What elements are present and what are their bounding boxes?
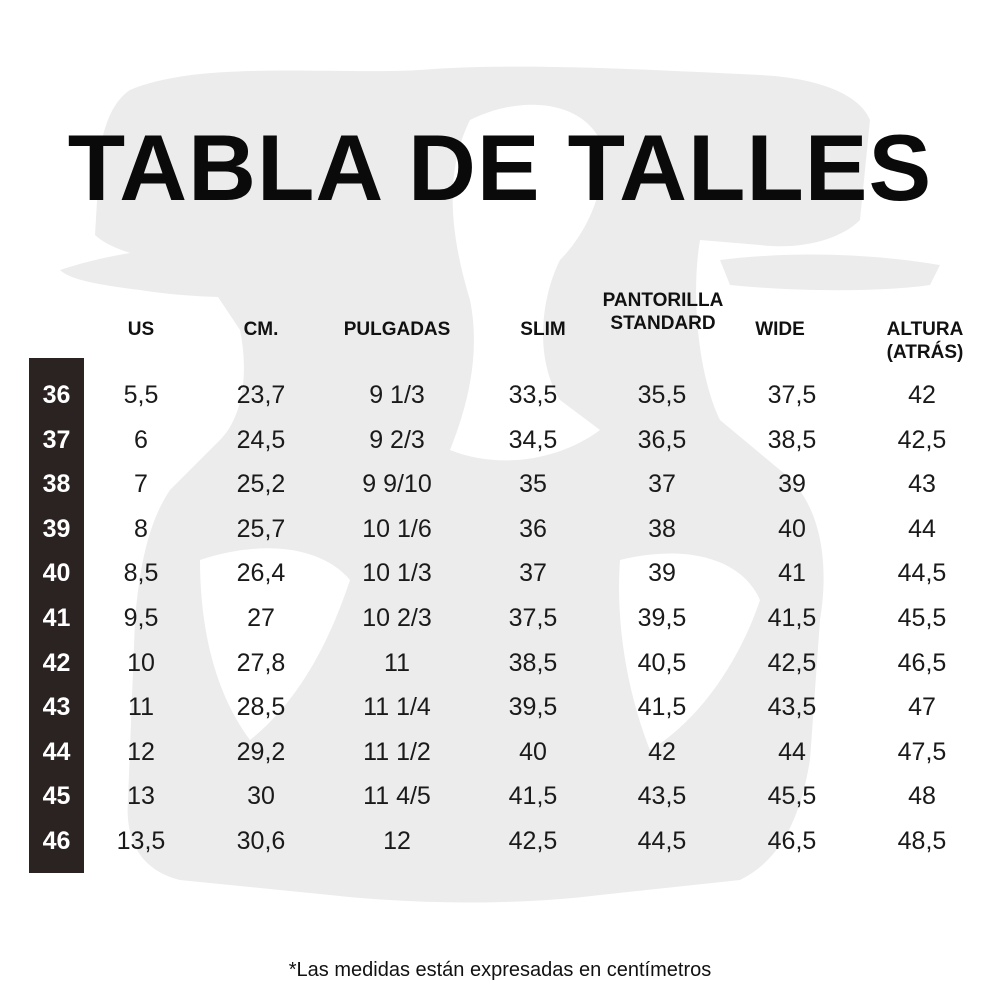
table-cell-altura: 48,5 xyxy=(897,827,947,855)
table-cell-altura: 42,5 xyxy=(897,425,947,454)
table-cell-slim: 36 xyxy=(519,514,547,543)
table-cell-slim: 35 xyxy=(519,470,547,499)
table-cell-us: 8 xyxy=(134,514,148,543)
table-cell-wide: 41 xyxy=(778,559,806,588)
table-cell-standard: 36,5 xyxy=(637,425,687,454)
table-cell-altura: 47 xyxy=(908,693,936,722)
table-cell-altura: 43 xyxy=(908,470,936,499)
table-cell-cm: 27 xyxy=(247,604,275,632)
table-cell-altura: 42 xyxy=(908,381,936,409)
table-cell-altura: 44,5 xyxy=(897,559,947,588)
size-label: 37 xyxy=(42,425,71,454)
size-label: 46 xyxy=(42,827,71,855)
table-cell-wide: 43,5 xyxy=(767,693,817,722)
table-cell-wide: 37,5 xyxy=(767,381,817,409)
table-cell-standard: 44,5 xyxy=(637,827,687,855)
page-title: TABLA DE TALLES xyxy=(67,115,933,220)
table-cell-slim: 39,5 xyxy=(508,693,558,722)
column-header-pulgadas xyxy=(317,318,477,341)
size-label: 44 xyxy=(42,737,71,766)
table-cell-us: 6 xyxy=(134,425,148,454)
table-cell-us: 5,5 xyxy=(123,381,159,409)
table-cell-slim: 38,5 xyxy=(508,648,558,677)
table-cell-pulgadas: 10 1/6 xyxy=(362,514,432,543)
table-cell-us: 13 xyxy=(127,782,155,811)
table-cell-slim: 40 xyxy=(519,737,547,766)
table-cell-pulgadas: 11 1/4 xyxy=(363,693,431,722)
table-cell-wide: 46,5 xyxy=(767,827,817,855)
table-cell-us: 13,5 xyxy=(116,827,166,855)
column-header-label: US xyxy=(127,319,155,340)
table-cell-wide: 39 xyxy=(778,470,806,499)
table-cell-us: 9,5 xyxy=(123,604,159,632)
table-cell-wide: 41,5 xyxy=(767,604,817,632)
table-cell-cm: 30,6 xyxy=(236,827,286,855)
table-cell-altura: 48 xyxy=(908,782,936,811)
table-cell-slim: 37 xyxy=(519,559,547,588)
table-cell-altura: 45,5 xyxy=(897,604,947,632)
table-cell-standard: 42 xyxy=(648,737,676,766)
table-cell-standard: 35,5 xyxy=(637,381,687,409)
size-label: 45 xyxy=(42,782,71,811)
size-label: 39 xyxy=(42,514,71,543)
table-cell-standard: 37 xyxy=(648,470,676,499)
footnote: *Las medidas están expresadas en centímetros xyxy=(288,959,712,981)
table-cell-pulgadas: 11 4/5 xyxy=(363,782,431,811)
column-header-label: ALTURA xyxy=(886,319,964,340)
column-header-label: STANDARD xyxy=(610,313,716,334)
size-label: 38 xyxy=(42,470,71,499)
table-cell-pulgadas: 9 2/3 xyxy=(369,425,425,454)
table-cell-cm: 28,5 xyxy=(236,693,286,722)
table-cell-cm: 27,8 xyxy=(236,648,286,677)
table-cell-pulgadas: 12 xyxy=(383,827,411,855)
table-cell-slim: 41,5 xyxy=(508,782,558,811)
table-cell-wide: 44 xyxy=(778,737,806,766)
column-header-label: WIDE xyxy=(755,319,805,340)
table-cell-altura: 46,5 xyxy=(897,648,947,677)
table-cell-pulgadas: 11 xyxy=(384,648,410,677)
table-cell-us: 8,5 xyxy=(123,559,159,588)
size-label: 40 xyxy=(42,559,71,588)
size-label: 36 xyxy=(42,381,71,409)
table-cell-wide: 40 xyxy=(778,514,806,543)
table-cell-pulgadas: 10 1/3 xyxy=(362,559,432,588)
table-cell-cm: 29,2 xyxy=(236,737,286,766)
table-cell-standard: 43,5 xyxy=(637,782,687,811)
table-cell-standard: 39 xyxy=(648,559,676,588)
table-cell-standard: 39,5 xyxy=(637,604,687,632)
table-cell-pulgadas: 11 1/2 xyxy=(363,737,431,766)
table-cell-standard: 38 xyxy=(648,514,676,543)
table-cell-altura: 47,5 xyxy=(897,737,947,766)
table-cell-wide: 42,5 xyxy=(767,648,817,677)
table-cell-altura: 44 xyxy=(908,514,936,543)
column-header-label: PULGADAS xyxy=(343,319,451,340)
table-cell-pulgadas: 9 9/10 xyxy=(362,470,432,499)
table-cell-pulgadas: 10 2/3 xyxy=(362,604,432,632)
table-cell-cm: 26,4 xyxy=(236,559,286,588)
table-cell-cm: 25,7 xyxy=(236,514,286,543)
table-cell-cm: 24,5 xyxy=(236,425,286,454)
column-header-wide xyxy=(700,318,860,341)
column-header-sublabel: (ATRÁS) xyxy=(886,342,964,363)
table-cell-us: 7 xyxy=(134,470,148,499)
table-cell-us: 10 xyxy=(127,648,155,677)
size-label: 43 xyxy=(42,693,71,722)
table-cell-us: 12 xyxy=(127,737,155,766)
table-cell-cm: 25,2 xyxy=(236,470,286,499)
table-cell-standard: 40,5 xyxy=(637,648,687,677)
table-cell-slim: 42,5 xyxy=(508,827,558,855)
size-label: 42 xyxy=(42,648,71,677)
column-header-altura xyxy=(845,318,1000,364)
table-cell-slim: 34,5 xyxy=(508,425,558,454)
table-cell-cm: 23,7 xyxy=(236,381,286,409)
table-cell-pulgadas: 9 1/3 xyxy=(369,381,425,409)
column-header-label: CM. xyxy=(243,319,279,340)
size-label: 41 xyxy=(42,604,71,632)
table-cell-standard: 41,5 xyxy=(637,693,687,722)
table-cell-slim: 37,5 xyxy=(508,604,558,632)
column-header-label: SLIM xyxy=(520,319,566,340)
table-cell-cm: 30 xyxy=(247,782,275,811)
table-cell-us: 11 xyxy=(128,693,154,722)
column-group-label: PANTORILLA xyxy=(602,290,724,311)
table-cell-wide: 45,5 xyxy=(767,782,817,811)
table-cell-slim: 33,5 xyxy=(508,381,558,409)
table-cell-wide: 38,5 xyxy=(767,425,817,454)
